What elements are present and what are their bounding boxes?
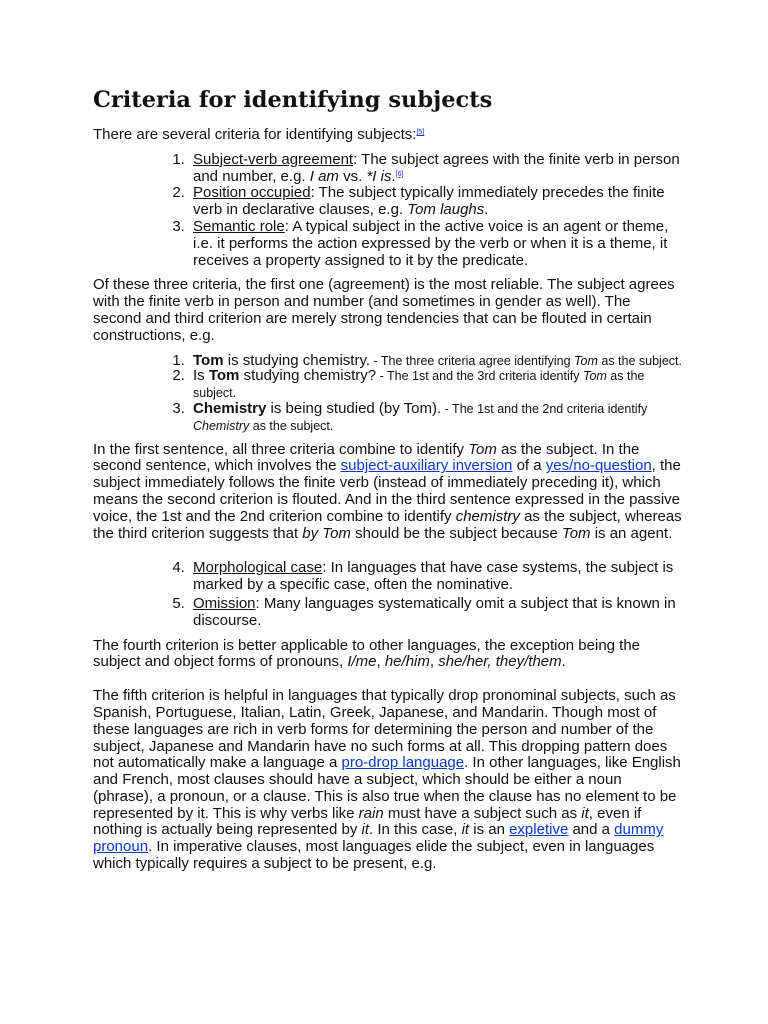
criterion-item: 5. Omission: Many languages systematically omit a subject that is known in discourse. <box>189 596 683 630</box>
criterion-item: 1. Subject-verb agreement: The subject agrees with the finite verb in person and number, e.g. I am vs. *I is.[6] <box>189 152 683 186</box>
link-pro-drop-language[interactable]: pro-drop language <box>341 754 465 772</box>
citation-5[interactable]: [5] <box>416 129 425 136</box>
criterion-term: Subject-verb agreement <box>193 150 354 168</box>
criterion-item: 2. Position occupied: The subject typically immediately precedes the finite verb in declarative clauses, e.g. Tom laughs. <box>189 185 683 219</box>
citation-6[interactable]: [6] <box>395 170 404 178</box>
paragraph-fourth-criterion: The fourth criterion is better applicable to other languages, the exception being the subject and object forms of pronouns, I/me, he/him, she/her, they/them. <box>93 636 641 671</box>
link-subject-auxiliary-inversion[interactable]: subject-auxiliary inversion <box>340 457 513 475</box>
example-item: 2. Is Tom studying chemistry? - The 1st and the 3rd criteria identify Tom as the subject. <box>189 368 683 402</box>
section-heading: Criteria for identifying subjects <box>93 87 493 113</box>
criteria-list-2 <box>93 560 683 629</box>
article <box>93 86 683 881</box>
link-expletive[interactable]: expletive <box>509 821 569 839</box>
criterion-term: Semantic role <box>193 217 285 235</box>
criterion-term: Omission <box>193 594 256 612</box>
criterion-term: Position occupied <box>193 184 311 202</box>
criterion-item: 3. Semantic role: A typical subject in the active voice is an agent or theme, i.e. it performs the action expressed by the verb or when it is a theme, it receives a property assigned to it by the predicate. <box>189 219 683 269</box>
link-yes-no-question[interactable]: yes/no-question <box>545 457 652 475</box>
paragraph-analysis: In the first sentence, all three criteria combine to identify Tom as the subject. In the second sentence, which involves the subject-auxiliary inversion of a yes/no-question, the subject immediately follows the finite verb (instead of immediately preceding it), which means the second criterion is flouted. And in the third sentence expressed in the passive voice, the 1st and the 2nd criterion combine to identify chemistry as the subject, whereas the third criterion suggests that by Tom should be the subject because Tom is an agent. <box>93 440 682 542</box>
intro-paragraph: There are several criteria for identifying subjects:[5] <box>93 126 425 143</box>
criteria-list-1 <box>93 152 683 270</box>
link-dummy-pronoun[interactable]: dummy pronoun <box>93 821 664 856</box>
example-item: 1. Tom is studying chemistry. - The three criteria agree identifying Tom as the subject. <box>189 353 683 370</box>
example-item: 3. Chemistry is being studied (by Tom). - The 1st and the 2nd criteria identify Chemistry as the subject. <box>189 401 683 435</box>
criterion-term: Morphological case <box>193 559 323 577</box>
paragraph-agreement: Of these three criteria, the first one (agreement) is the most reliable. The subject agrees with the finite verb in person and number (and sometimes in gender as well). The second and third criterion are merely strong tendencies that can be flouted in certain constructions, e.g. <box>93 276 675 344</box>
criterion-item: 4. Morphological case: In languages that have case systems, the subject is marked by a specific case, often the nominative. <box>189 560 683 594</box>
paragraph-fifth-criterion: The fifth criterion is helpful in languages that typically drop pronominal subjects, such as Spanish, Portuguese, Italian, Latin, Greek, Japanese, and Mandarin. Though most of these languages are rich in verb forms for determining the person and number of the subject, Japanese and Mandarin have no such forms at all. This dropping pattern does not automatically make a language a pro-drop language. In other languages, like English and French, most clauses should have a subject, which should be either a noun (phrase), a pronoun, or a clause. This is also true when the clause has no element to be represented by it. This is why verbs like rain must have a subject such as it, even if nothing is actually being represented by it. In this case, it is an expletive and a dummy pronoun. In imperative clauses, most languages elide the subject, even in languages which typically requires a subject to be present, e.g. <box>93 687 681 873</box>
example-note: - The three criteria agree identifying Tom as the subject. <box>370 353 682 368</box>
example-note: - The 1st and the 3rd criteria identify Tom as the subject. <box>193 369 645 401</box>
example-list <box>93 353 683 435</box>
example-note: - The 1st and the 2nd criteria identify Chemistry as the subject. <box>193 401 648 433</box>
